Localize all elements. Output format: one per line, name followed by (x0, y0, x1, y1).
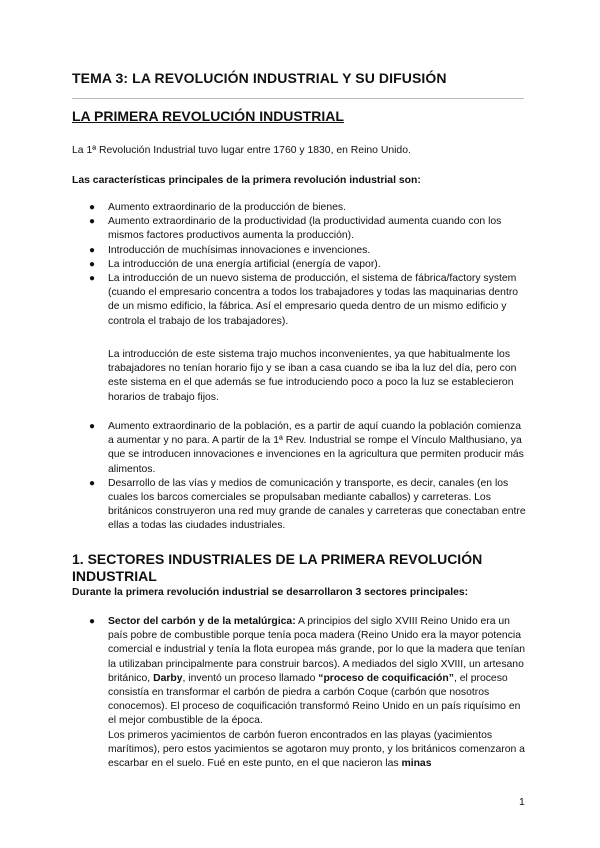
list-item: ● Aumento extraordinario de la población, es a partir de aquí cuando la población comienza a aumentar y no para. A partir de la 1ª Rev. Industrial se rompe el Vínculo Malthusiano, ya que se introducen innovaciones e invenciones en la agricultura que permiten producir más alimentos. (89, 421, 524, 475)
intro-paragraph: La 1ª Revolución Industrial tuvo lugar entre 1760 y 1830, en Reino Unido. (72, 145, 411, 156)
bullet-icon: ● (89, 202, 96, 213)
bullet-icon: ● (89, 616, 96, 627)
list-item: ● Aumento extraordinario de la producción de bienes. (72, 201, 528, 215)
bullet-icon: ● (89, 244, 96, 256)
bullet-icon: ● (89, 273, 96, 285)
factory-system-note: La introducción de este sistema trajo muchos inconvenientes, ya que habitualmente los trabajadores no tenían horario fijo y se iban a casa cuando se iba la luz del día, pero con este sistema en el que además se fue introduciendo poco a poco la luz se establecieron horarios de trabajo fijos. (108, 349, 517, 403)
coal-sector-label: Sector del carbón y de la metalúrgica: (108, 616, 296, 627)
bullet-icon: ● (89, 421, 96, 432)
coking-process-term: “proceso de coquificación” (318, 672, 454, 684)
characteristics-list (72, 201, 528, 329)
minas-term: minas (401, 758, 432, 770)
darby-name: Darby (153, 672, 183, 684)
list-item: ● La introducción de un nuevo sistema de producción, el sistema de fábrica/factory system (cuando el empresario concentra a todos los trabajadores y todas las maquinarias dentro de un mismo edificio, la fábrica. Así el empresario queda dentro de un mismo edificio y controla el trabajo de los trabajadores). (89, 273, 519, 327)
sectores-intro: Durante la primera revolución industrial se desarrollaron 3 sectores principales: (72, 587, 469, 598)
bullet-icon: ● (89, 477, 96, 489)
document-title: TEMA 3: LA REVOLUCIÓN INDUSTRIAL Y SU DIFUSIÓN (72, 70, 447, 86)
list-item: ● La introducción de una energía artificial (energía de vapor). (72, 258, 528, 272)
page-number: 1 (519, 797, 525, 808)
section-heading-sectores: 1. SECTORES INDUSTRIALES DE LA PRIMERA REVOLUCIÓN INDUSTRIAL (72, 551, 483, 584)
bullet-icon: ● (89, 258, 96, 270)
list-item: ● Introducción de muchísimas innovaciones e invenciones. (72, 244, 528, 258)
bullet-icon: ● (89, 216, 96, 228)
list-item: ● Aumento extraordinario de la productividad (la productividad aumenta cuando con los mismos factores productivos aumenta la producción). (89, 216, 502, 242)
characteristics-heading: Las características principales de la primera revolución industrial son: (72, 175, 421, 186)
characteristics-list-continued (72, 420, 528, 534)
section-heading-primera-revolucion: LA PRIMERA REVOLUCIÓN INDUSTRIAL (72, 108, 344, 124)
list-item-coal-sector: ● Sector del carbón y de la metalúrgica: A principios del siglo XVIII Reino Unido era un país pobre de combustible porque tenía poca madera (Reino Unido era la mayor potencia comercial e industrial y tenía la flota europea más grande, por lo que la madera que tenían la utilizaban principalmente para construir barcos). A mediados del siglo XVIII, un artesano británico, Darby, inventó un proceso llamado “proceso de coquificación”, el proceso consistía en transformar el carbón de piedra a carbón Coque (carbón que nosotros conocemos). El proceso de coquificación transformó Reino Unido en un país riquísimo en el mejor combustible de la época. Los primeros yacimientos de carbón fueron encontrados en las playas (yacimientos marítimos), pero estos yacimientos se agotaron muy pronto, y los británicos comenzaron a escarbar en el suelo. Fué en este punto, en el que nacieron las minas (89, 616, 526, 770)
title-divider (72, 98, 524, 99)
sectores-list (72, 615, 528, 771)
list-item: ● Desarrollo de las vías y medios de comunicación y transporte, es decir, canales (en los cuales los barcos comerciales se propulsaban mediante caballos) y carreteras. Los británicos construyeron una red muy grande de canales y carreteras que conectaban entre ellas a todas las ciudades industriales. (89, 477, 526, 532)
